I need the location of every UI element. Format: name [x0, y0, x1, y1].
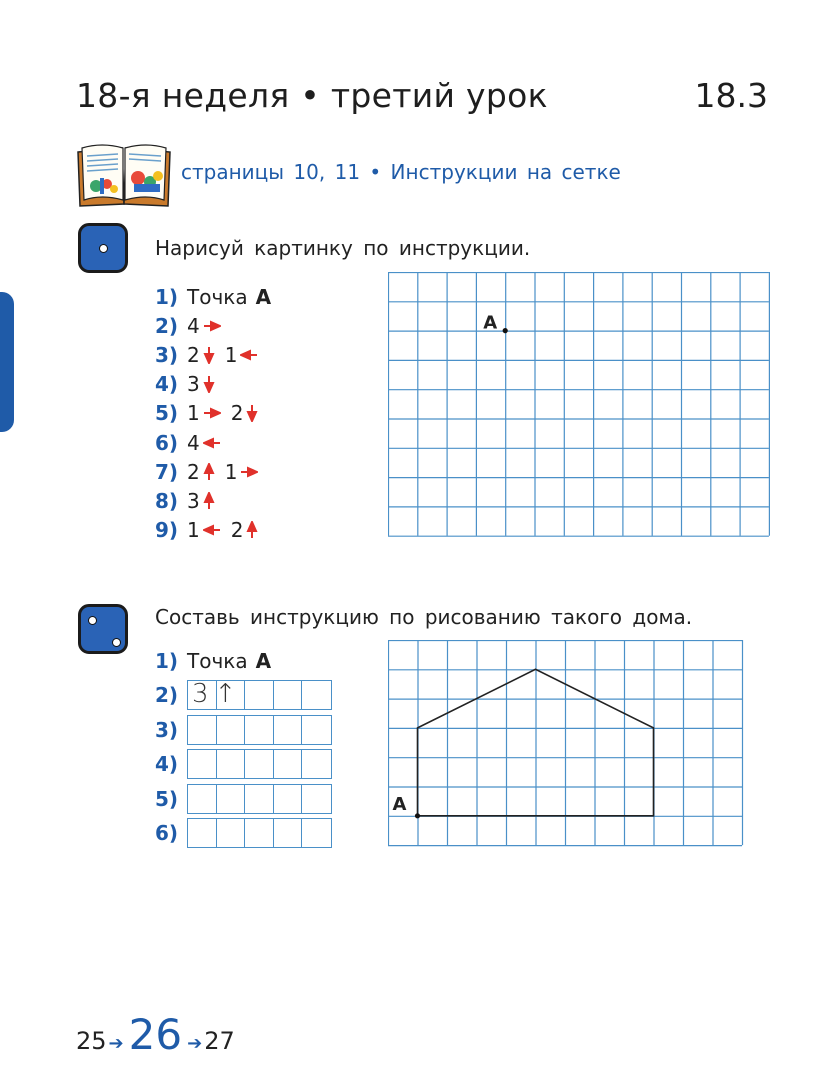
answer-cell[interactable]	[302, 681, 331, 709]
arrow-right-icon: ➔	[187, 1033, 203, 1054]
task2-grid	[388, 640, 744, 848]
move: 3	[187, 489, 215, 513]
answer-cell[interactable]	[274, 716, 303, 744]
arrow-left-icon	[240, 349, 258, 361]
instruction-step	[155, 340, 281, 369]
instruction-step	[155, 428, 281, 457]
arrow-down-icon	[203, 375, 215, 393]
lesson-number: 18.3	[694, 76, 768, 115]
answer-row	[155, 713, 332, 747]
answer-cell[interactable]	[188, 750, 217, 778]
step-number: 2)	[155, 683, 179, 707]
step-number: 7)	[155, 459, 179, 484]
task1-steps	[155, 282, 281, 545]
move: 2	[187, 460, 215, 484]
step-label: Точка	[187, 649, 248, 673]
arrow-right-icon	[240, 466, 258, 478]
arrow-up-icon	[203, 492, 215, 510]
task2-first-step	[155, 647, 271, 675]
answer-cell[interactable]	[274, 681, 303, 709]
step-number: 5)	[155, 786, 179, 811]
arrow-down-icon	[203, 346, 215, 364]
step-number: 2)	[155, 313, 179, 338]
side-tab	[0, 292, 14, 432]
arrow-down-icon	[246, 404, 258, 422]
step-number: 6)	[155, 821, 179, 845]
answer-cell[interactable]	[274, 750, 303, 778]
answer-row	[155, 816, 332, 850]
instruction-step	[155, 311, 281, 340]
current-page-number: 26	[128, 1010, 183, 1059]
step-number: 3)	[155, 717, 179, 742]
move: 4	[187, 314, 221, 338]
answer-row	[155, 678, 332, 712]
answer-cell[interactable]	[245, 819, 274, 847]
instruction-step	[155, 457, 281, 486]
move: 3	[187, 372, 215, 396]
instruction-step	[155, 282, 281, 311]
arrow-right-icon	[203, 320, 221, 332]
answer-cell[interactable]	[274, 819, 303, 847]
point-a-label: A	[483, 312, 498, 334]
task1-instruction: Нарисуй картинку по инструкции.	[155, 236, 531, 260]
answer-cell[interactable]	[274, 785, 303, 813]
answer-cell[interactable]	[302, 819, 331, 847]
move: 1	[187, 518, 221, 542]
answer-cell[interactable]	[245, 716, 274, 744]
arrow-left-icon	[203, 437, 221, 449]
move: 1	[187, 401, 221, 425]
answer-cell[interactable]	[188, 785, 217, 813]
point-a-label: A	[392, 793, 407, 815]
answer-cells[interactable]	[187, 784, 332, 814]
move: 2	[187, 343, 215, 367]
step-number: 3)	[155, 342, 179, 367]
move: 1	[225, 343, 259, 367]
answer-cells[interactable]	[187, 749, 332, 779]
answer-row	[155, 747, 332, 781]
answer-cells[interactable]	[187, 818, 332, 848]
handwritten-answer: 3↑	[192, 679, 243, 709]
answer-cells[interactable]	[187, 680, 332, 710]
move: 1	[225, 460, 259, 484]
answer-cell[interactable]	[217, 716, 246, 744]
next-page-number[interactable]: 27	[204, 1027, 235, 1055]
start-point: Точка A	[187, 284, 272, 309]
answer-cell[interactable]	[302, 716, 331, 744]
answer-cell[interactable]	[245, 750, 274, 778]
task1-grid[interactable]	[388, 272, 772, 567]
task2-instruction: Составь инструкцию по рисованию такого дома.	[155, 605, 693, 629]
open-book-icon	[76, 142, 172, 208]
arrow-left-icon	[203, 524, 221, 536]
instruction-step	[155, 370, 281, 399]
prev-page-number[interactable]: 25	[76, 1027, 107, 1055]
point-a-marker	[503, 328, 508, 333]
instruction-step	[155, 486, 281, 515]
answer-cell[interactable]	[217, 819, 246, 847]
die-two-icon	[78, 604, 128, 654]
answer-cell[interactable]	[188, 716, 217, 744]
answer-cell[interactable]	[188, 819, 217, 847]
step-number: 8)	[155, 488, 179, 513]
point-label: A	[255, 649, 272, 673]
arrow-right-icon: ➔	[108, 1033, 124, 1054]
step-number: 1)	[155, 649, 179, 673]
step-number: 6)	[155, 430, 179, 455]
arrow-right-icon	[203, 407, 221, 419]
arrow-up-icon	[246, 521, 258, 539]
answer-cell[interactable]	[217, 750, 246, 778]
step-number: 9)	[155, 518, 179, 543]
die-one-icon	[78, 223, 128, 273]
arrow-up-icon	[203, 463, 215, 481]
step-number: 5)	[155, 401, 179, 426]
page-title: 18-я неделя • третий урок	[76, 76, 548, 115]
answer-cell[interactable]	[217, 785, 246, 813]
move: 2	[231, 401, 259, 425]
instruction-step	[155, 399, 281, 428]
instruction-step	[155, 516, 281, 545]
step-number: 4)	[155, 752, 179, 776]
answer-cell[interactable]	[245, 681, 274, 709]
point-a-marker	[415, 813, 420, 818]
answer-cell[interactable]	[245, 785, 274, 813]
page-navigation	[76, 1010, 235, 1059]
step-number: 1)	[155, 284, 179, 309]
move: 4	[187, 431, 221, 455]
answer-cells[interactable]	[187, 715, 332, 745]
answer-cell[interactable]	[188, 679, 243, 709]
answer-row	[155, 782, 332, 816]
move: 2	[231, 518, 259, 542]
reference-line: страницы 10, 11 • Инструкции на сетке	[181, 160, 621, 184]
step-number: 4)	[155, 372, 179, 397]
answer-cell[interactable]	[302, 785, 331, 813]
answer-cell[interactable]	[302, 750, 331, 778]
